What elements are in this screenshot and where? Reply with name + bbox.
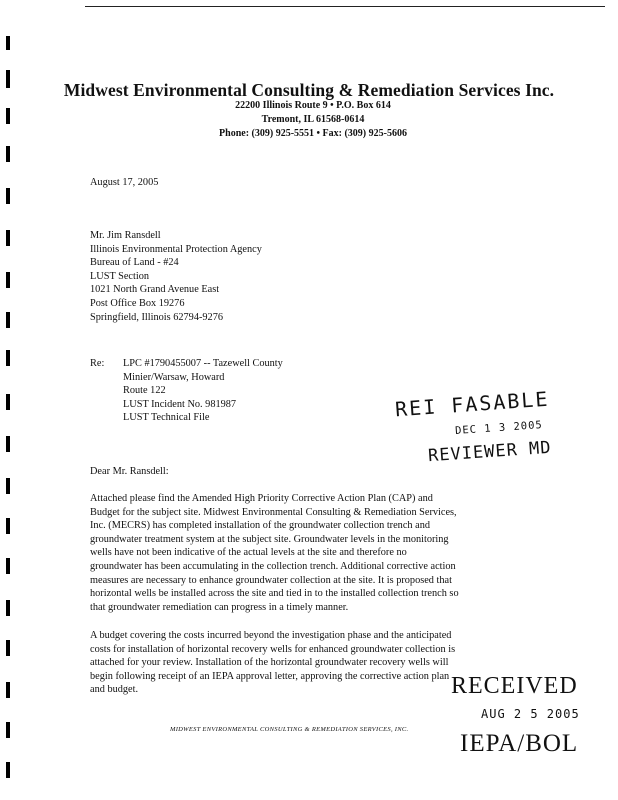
punch-mark bbox=[6, 350, 10, 366]
recipient-line: Post Office Box 19276 bbox=[90, 297, 185, 309]
recipient-line: Springfield, Illinois 62794-9276 bbox=[90, 311, 223, 323]
company-phone: Phone: (309) 925-5551 • Fax: (309) 925-5606 bbox=[219, 128, 407, 139]
re-label: Re: bbox=[90, 358, 105, 369]
paragraph-line: A budget covering the costs incurred beyond the investigation phase and the anticipated bbox=[90, 630, 452, 641]
punch-mark bbox=[6, 478, 10, 494]
recipient-line: LUST Section bbox=[90, 270, 150, 282]
release-stamp: REI FASABLE bbox=[394, 386, 551, 422]
paragraph-line: and budget. bbox=[90, 684, 139, 696]
punch-mark bbox=[6, 230, 10, 246]
punch-mark bbox=[6, 436, 10, 452]
punch-mark bbox=[6, 600, 10, 616]
paragraph-line: groundwater treatment system at the subject site. Groundwater levels in the monitoring bbox=[90, 533, 449, 545]
release-date-stamp: DEC 1 3 2005 bbox=[454, 418, 544, 438]
paragraph-line: groundwater has been accumulating in the collection trench. Additional corrective action bbox=[90, 560, 456, 572]
salutation: Dear Mr. Ransdell: bbox=[90, 466, 169, 477]
recipient-address bbox=[90, 229, 262, 324]
recipient-line: Illinois Environmental Protection Agency bbox=[90, 243, 262, 255]
punch-mark bbox=[6, 640, 10, 656]
punch-mark bbox=[6, 272, 10, 288]
recipient-line: 1021 North Grand Avenue East bbox=[90, 284, 220, 296]
company-name: Midwest Environmental Consulting & Remediation Services Inc. bbox=[63, 80, 555, 100]
agency-stamp: IEPA/BOL bbox=[460, 730, 579, 757]
body-paragraph-2 bbox=[90, 629, 455, 697]
punch-mark bbox=[6, 312, 10, 328]
reviewer-stamp: REVIEWER MD bbox=[427, 437, 553, 467]
re-line: Minier/Warsaw, Howard bbox=[123, 371, 225, 383]
paragraph-line: Inc. (MECRS) has completed installation of the groundwater collection trench and bbox=[90, 520, 430, 532]
re-block bbox=[123, 357, 283, 425]
paragraph-line: attached for your review. Installation of the horizontal groundwater recovery wells will bbox=[90, 657, 449, 669]
paragraph-line: Budget for the subject site. Midwest Environmental Consulting & Remediation Services, bbox=[90, 506, 457, 518]
recipient-line: Bureau of Land - #24 bbox=[90, 257, 179, 269]
received-date-stamp: AUG 2 5 2005 bbox=[481, 707, 580, 721]
paragraph-line: costs for installation of horizontal recovery wells for enhanced groundwater collection is bbox=[90, 643, 456, 655]
punch-mark bbox=[6, 722, 10, 738]
punch-mark bbox=[6, 36, 10, 50]
re-line: LPC #1790455007 -- Tazewell County bbox=[123, 358, 283, 369]
re-line: LUST Incident No. 981987 bbox=[123, 398, 237, 410]
re-line: LUST Technical File bbox=[123, 412, 210, 424]
punch-mark bbox=[6, 682, 10, 698]
paragraph-line: horizontal wells be installed across the site and tied in to the installed collection trench so bbox=[90, 588, 459, 600]
paragraph-line: that groundwater remediation can progress in a timely manner. bbox=[90, 601, 349, 613]
paragraph-line: begin following receipt of an IEPA approval letter, approving the corrective action plan bbox=[90, 670, 450, 682]
paragraph-line: measures are necessary to enhance groundwater collection at the site. It is proposed that bbox=[90, 574, 452, 586]
received-stamp: RECEIVED bbox=[451, 673, 578, 699]
punch-mark bbox=[6, 762, 10, 778]
page-footer: MIDWEST ENVIRONMENTAL CONSULTING & REMEDIATION SERVICES, INC. bbox=[170, 726, 409, 733]
body-paragraph-1 bbox=[90, 492, 459, 614]
letter-date: August 17, 2005 bbox=[90, 177, 159, 188]
paragraph-line: wells have not been indicative of the actual levels at the site and therefore no bbox=[90, 547, 407, 559]
punch-mark bbox=[6, 518, 10, 534]
company-address: 22200 Illinois Route 9 • P.O. Box 614 bbox=[235, 100, 391, 111]
punch-mark bbox=[6, 146, 10, 162]
recipient-line: Mr. Jim Ransdell bbox=[90, 230, 161, 241]
company-city: Tremont, IL 61568-0614 bbox=[261, 114, 365, 125]
top-scan-line bbox=[85, 6, 605, 7]
re-line: Route 122 bbox=[123, 385, 166, 397]
punch-mark bbox=[6, 558, 10, 574]
paragraph-line: Attached please find the Amended High Priority Corrective Action Plan (CAP) and bbox=[90, 493, 433, 504]
punch-mark bbox=[6, 188, 10, 204]
punch-mark bbox=[6, 394, 10, 410]
